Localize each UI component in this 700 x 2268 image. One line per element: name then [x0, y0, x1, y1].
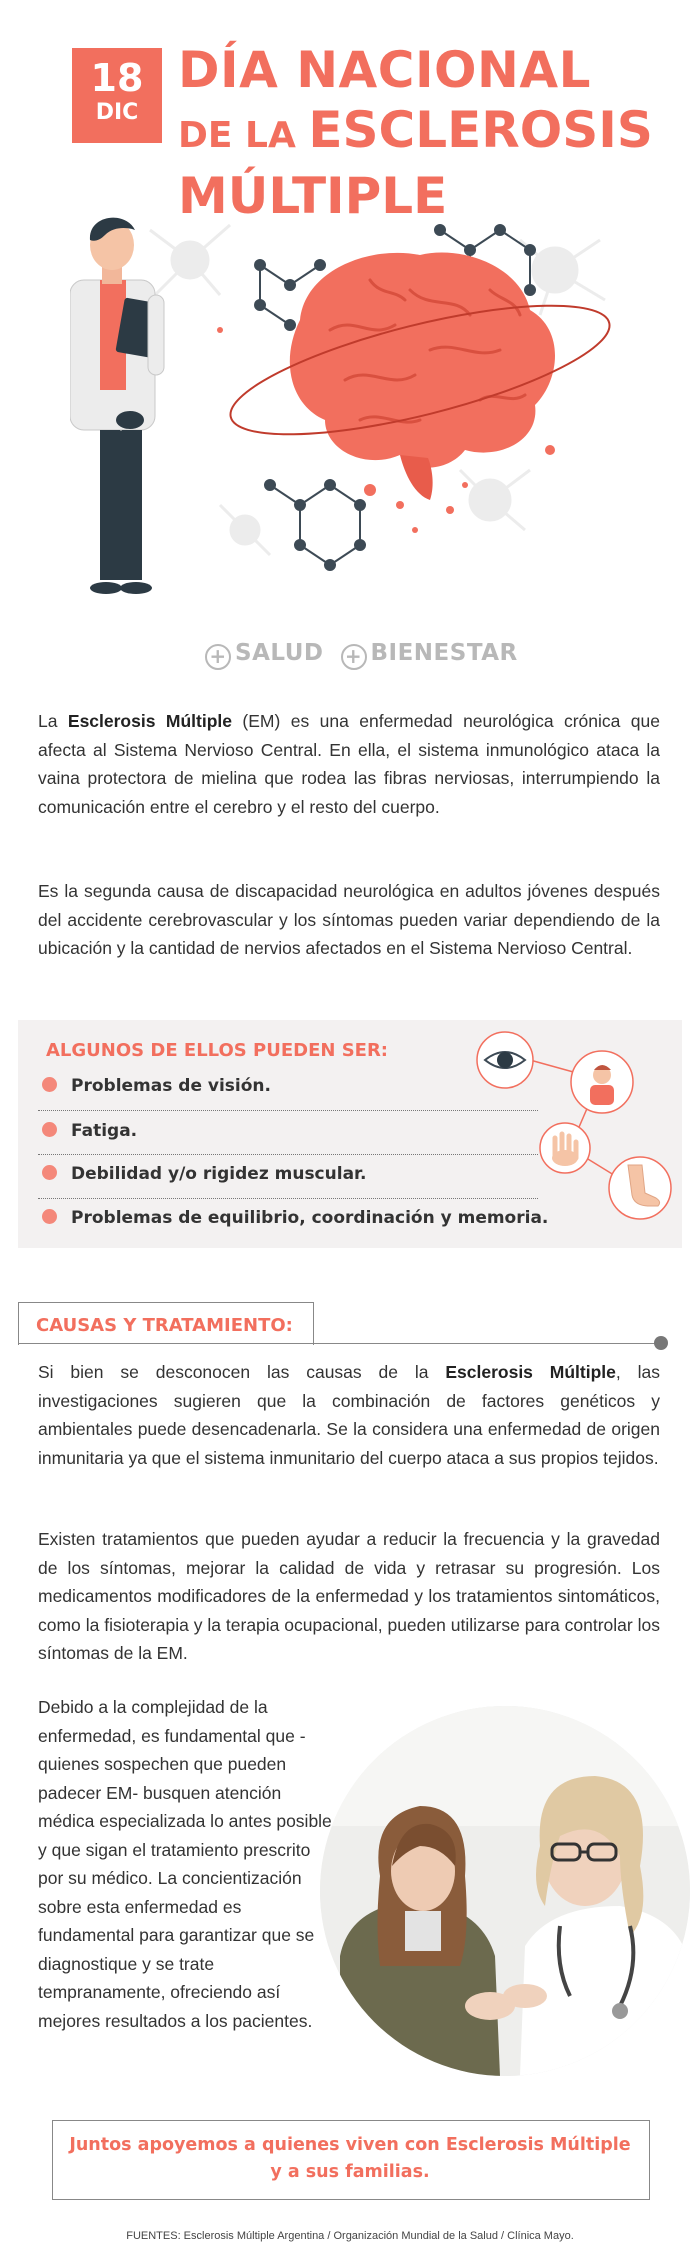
- causes-p1-post: , las investigaciones sugieren que la combinación de factores genéticos y ambientales puede desencadenarla. Se la considera una enfermedad de origen inmunitaria ya que el sistema inmunitario del cuerpo ataca a sus propios tejidos.: [38, 1362, 660, 1468]
- doctor-patient-photo: [320, 1706, 690, 2076]
- bullet-icon: [42, 1122, 57, 1137]
- brand-part-2: BIENESTAR: [370, 640, 518, 666]
- date-day: 18: [90, 56, 144, 100]
- date-month: DIC: [95, 100, 139, 125]
- cta-line-1: Juntos apoyemos a quienes viven con Esclerosis Múltiple: [69, 2135, 631, 2155]
- symptom-icons: [470, 1030, 680, 1230]
- bullet-icon: [42, 1209, 57, 1224]
- line-end-dot-icon: [654, 1336, 668, 1350]
- bullet-icon: [42, 1165, 57, 1180]
- plus-circle-icon: +: [205, 644, 231, 670]
- plus-circle-icon: +: [341, 644, 367, 670]
- symptom-text: Debilidad y/o rigidez muscular.: [71, 1164, 367, 1184]
- divider: [38, 1198, 538, 1199]
- cta-text: [52, 2132, 648, 2186]
- doctor-icon: [70, 218, 164, 594]
- causes-p1-bold: Esclerosis Múltiple: [445, 1362, 616, 1382]
- cta-line-2: y a sus familias.: [270, 2162, 430, 2182]
- sources: FUENTES: Esclerosis Múltiple Argentina / Organización Mundial de la Salud / Clínica Mayo.: [126, 2230, 574, 2242]
- symptom-text: Problemas de equilibrio, coordinación y memoria.: [71, 1208, 549, 1228]
- title-line-2-big: ESCLEROSIS: [308, 101, 653, 159]
- intro-p1-post: (EM) es una enfermedad neurológica crónica que afecta al Sistema Nervioso Central. En ella, el sistema inmunológico ataca la vaina protectora de mielina que rodea las fibras nerviosas, interrumpiendo la comunicación entre el cerebro y el resto del cuerpo.: [38, 711, 660, 817]
- symptom-item: [42, 1121, 542, 1161]
- title-line-3: MÚLTIPLE: [178, 167, 448, 225]
- causes-underline: [18, 1343, 660, 1344]
- intro-paragraph-2: Es la segunda causa de discapacidad neurológica en adultos jóvenes después del accidente cerebrovascular y los síntomas pueden variar dependiendo de la ubicación y la cantidad de nervios afectados en el Sistema Nervioso Central.: [38, 881, 660, 958]
- symptom-text: Fatiga.: [71, 1121, 138, 1141]
- doctor-brain-illustration: [70, 200, 630, 630]
- title-line-2-small: DE LA: [178, 115, 309, 156]
- causes-p1-pre: Si bien se desconocen las causas de la: [38, 1362, 446, 1382]
- causes-paragraph-1: [38, 1358, 660, 1472]
- intro-paragraph-1: [38, 707, 660, 821]
- title-line-1: DÍA NACIONAL: [178, 41, 591, 99]
- title-line-2: [178, 100, 678, 166]
- intro-p1-pre: La: [38, 711, 68, 731]
- brand-part-1: SALUD: [235, 640, 324, 666]
- bullet-icon: [42, 1077, 57, 1092]
- intro-p1-bold: Esclerosis Múltiple: [67, 711, 232, 731]
- symptoms-title: ALGUNOS DE ELLOS PUEDEN SER:: [46, 1040, 389, 1061]
- doctor-patient-image: [320, 1706, 690, 2076]
- divider: [38, 1154, 538, 1155]
- divider: [38, 1110, 538, 1111]
- causes-title: CAUSAS Y TRATAMIENTO:: [36, 1315, 293, 1336]
- causes-paragraph-3: Debido a la complejidad de la enfermedad, es fundamental que -quienes sospechen que pueden padecer EM- busquen atención médica especializada lo antes posible y que sigan el tratamiento prescrito por su médico. La concientización sobre esta enfermedad es fundamental para garantizar que se diagnostique y se trate tempranamente, ofreciendo así mejores resultados a los pacientes.: [38, 1697, 332, 2031]
- brand-logo: [205, 640, 518, 670]
- page-title: [178, 40, 678, 226]
- date-badge: [72, 48, 162, 143]
- causes-paragraph-2: Existen tratamientos que pueden ayudar a reducir la frecuencia y la gravedad de los síntomas, mejorar la calidad de vida y retrasar su progresión. Los medicamentos modificadores de la enfermedad y los tratamientos sintomáticos, como la fisioterapia y la terapia ocupacional, pueden utilizarse para controlar los síntomas de la EM.: [38, 1529, 660, 1663]
- symptom-text: Problemas de visión.: [71, 1076, 271, 1096]
